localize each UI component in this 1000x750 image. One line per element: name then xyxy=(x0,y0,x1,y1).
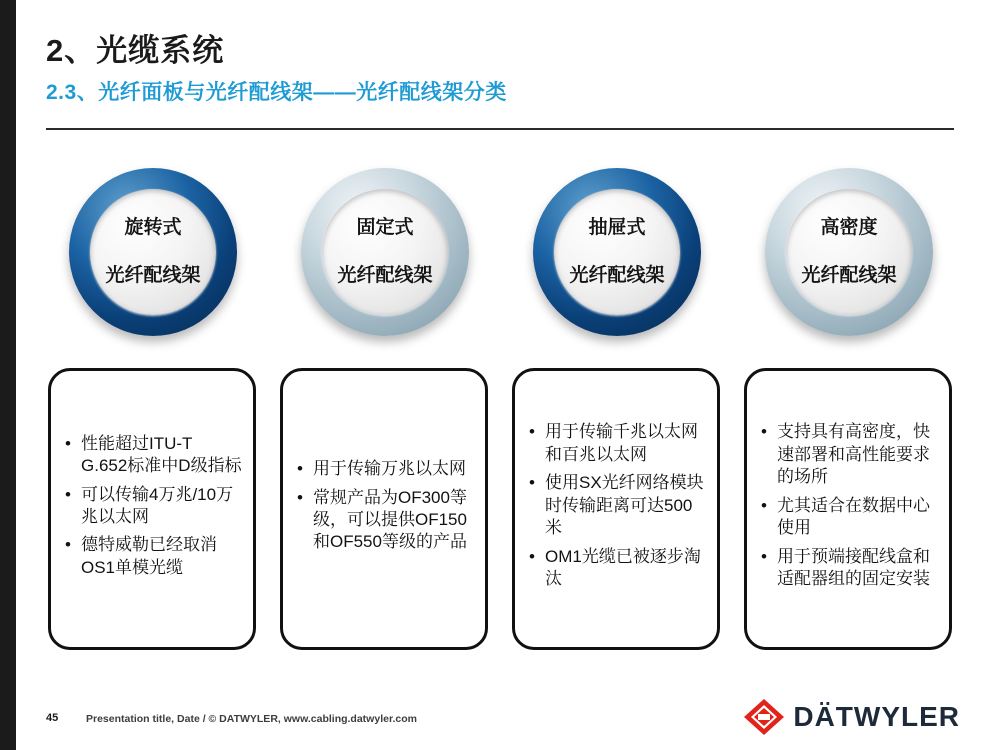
bullet-list-2 xyxy=(283,458,485,560)
badge-inner-2 xyxy=(322,189,448,315)
footer-text: Presentation title, Date / © DATWYLER, www.cabling.datwyler.com xyxy=(86,713,417,725)
list-item: • 性能超过ITU-T G.652标准中D级指标 xyxy=(81,433,243,478)
page-subtitle: 2.3、光纤面板与光纤配线架——光纤配线架分类 xyxy=(46,81,507,104)
badge-label-3 xyxy=(569,216,664,289)
column-3 xyxy=(510,160,724,660)
badge-label-line2: 光纤配线架 xyxy=(801,265,897,287)
badge-label-1 xyxy=(105,216,200,289)
title-divider xyxy=(46,128,954,130)
badge-label-line1: 高密度 xyxy=(820,216,878,238)
column-1 xyxy=(46,160,260,660)
badge-circle-1 xyxy=(69,168,237,336)
left-accent-bar xyxy=(0,0,16,750)
text-card-3 xyxy=(512,368,720,650)
page-number: 45 xyxy=(46,712,59,724)
brand-logo xyxy=(743,698,960,736)
badge-circle-3 xyxy=(533,168,701,336)
page-title: 2、光缆系统 xyxy=(46,33,225,68)
list-item: • 可以传输4万兆/10万兆以太网 xyxy=(81,484,243,529)
bullet-list-3 xyxy=(515,421,717,596)
badge-label-line2: 光纤配线架 xyxy=(337,265,433,287)
badge-label-line1: 抽屉式 xyxy=(588,216,646,238)
list-item: • OM1光缆已被逐步淘汰 xyxy=(545,546,707,591)
columns-container xyxy=(46,160,956,660)
badge-label-line2: 光纤配线架 xyxy=(105,265,201,287)
list-item: • 使用SX光纤网络模块时传输距离可达500米 xyxy=(545,472,707,539)
badge-label-line2: 光纤配线架 xyxy=(569,265,665,287)
badge-inner-3 xyxy=(554,189,680,315)
list-item: • 德特威勒已经取消OS1单模光缆 xyxy=(81,534,243,579)
list-item: • 用于预端接配线盒和适配器组的固定安装 xyxy=(777,546,939,591)
brand-name: DÄTWYLER xyxy=(793,701,960,732)
list-item: • 尤其适合在数据中心使用 xyxy=(777,495,939,540)
badge-label-line1: 旋转式 xyxy=(124,216,182,238)
badge-label-line1: 固定式 xyxy=(356,216,414,238)
badge-inner-1 xyxy=(90,189,216,315)
badge-label-4 xyxy=(801,216,896,289)
text-card-1 xyxy=(48,368,256,650)
badge-circle-4 xyxy=(765,168,933,336)
list-item: • 用于传输千兆以太网和百兆以太网 xyxy=(545,421,707,466)
bullet-list-1 xyxy=(51,433,253,586)
list-item: • 常规产品为OF300等级，可以提供OF150和OF550等级的产品 xyxy=(313,487,475,554)
list-item: • 用于传输万兆以太网 xyxy=(313,458,475,480)
text-card-2 xyxy=(280,368,488,650)
column-2 xyxy=(278,160,492,660)
text-card-4 xyxy=(744,368,952,650)
datwyler-logo-icon xyxy=(743,698,785,736)
badge-circle-2 xyxy=(301,168,469,336)
bullet-list-4 xyxy=(747,421,949,596)
list-item: • 支持具有高密度，快速部署和高性能要求的场所 xyxy=(777,421,939,488)
badge-inner-4 xyxy=(786,189,912,315)
badge-label-2 xyxy=(337,216,432,289)
column-4 xyxy=(742,160,956,660)
